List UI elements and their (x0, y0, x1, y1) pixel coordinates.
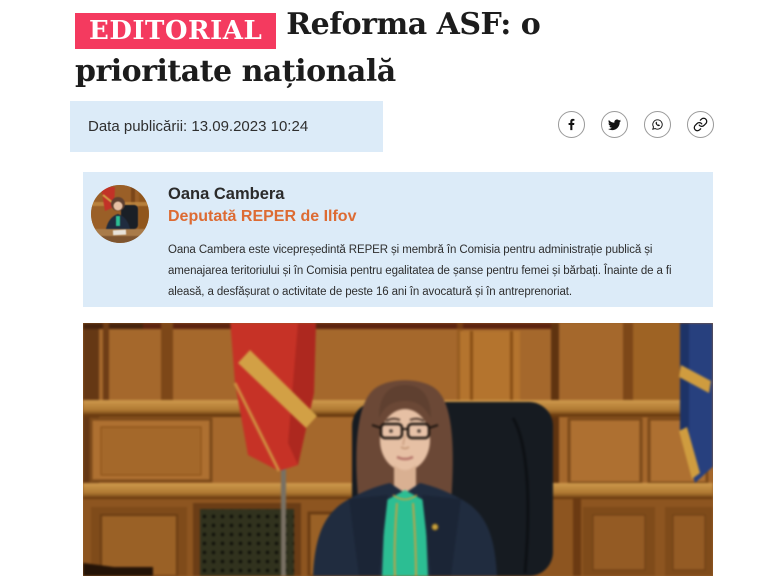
link-icon (693, 117, 708, 132)
whatsapp-icon (650, 117, 665, 132)
share-whatsapp-button[interactable] (644, 111, 671, 138)
share-twitter-button[interactable] (601, 111, 628, 138)
share-buttons (558, 111, 714, 138)
author-name: Oana Cambera (168, 185, 285, 203)
article-title-text: Reforma ASF: o prioritate națională (75, 7, 541, 89)
share-facebook-button[interactable] (558, 111, 585, 138)
share-copy-link-button[interactable] (687, 111, 714, 138)
publish-date: Data publicării: 13.09.2023 10:24 (88, 118, 309, 135)
author-avatar (91, 185, 149, 243)
author-card (83, 172, 713, 307)
author-role-link[interactable]: Deputată REPER de Ilfov (168, 208, 357, 225)
article-title (75, 2, 703, 94)
twitter-icon (607, 117, 622, 132)
author-bio: Oana Cambera este vicepreședintă REPER și membră în Comisia pentru administrație publică și amenajarea teritoriului și în Comisia pentru egalitatea de șanse pentru femei și bărbați. Înainte de a fi aleasă, a desfășurat o activitate de peste 16 ani în avocatură și în antreprenoriat. (168, 244, 672, 298)
article-photo (83, 323, 713, 576)
category-badge: EDITORIAL (75, 13, 276, 49)
facebook-icon (564, 117, 579, 132)
publish-date-bar (70, 101, 383, 152)
